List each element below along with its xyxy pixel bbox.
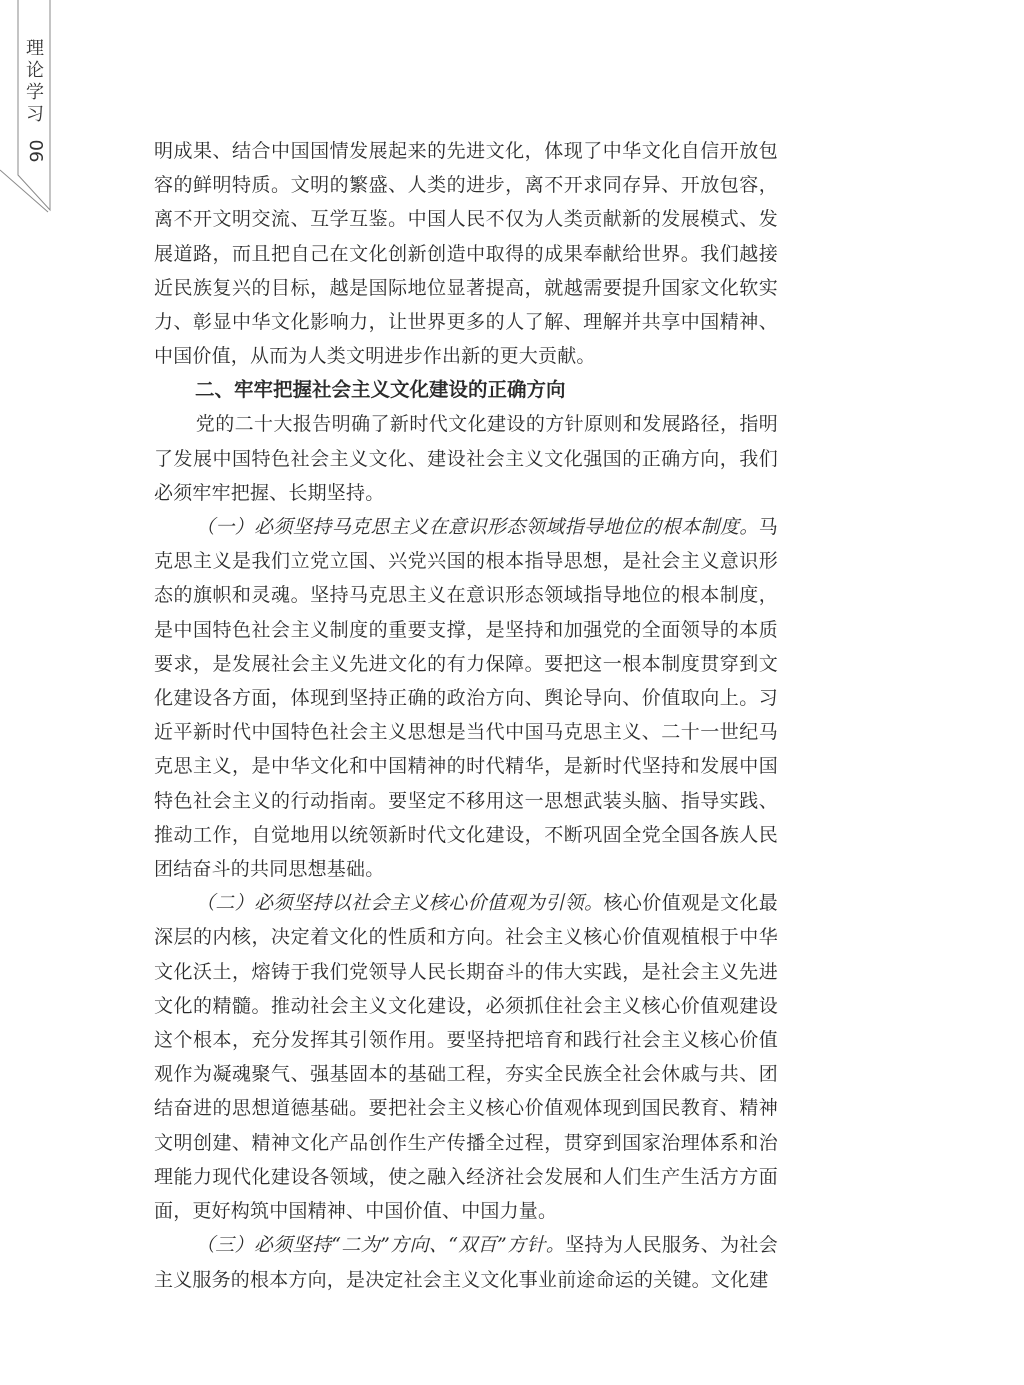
item-2-lead: （二）必须坚持以社会主义核心价值观为引领。 bbox=[195, 892, 604, 915]
item-3-body: 坚持为人民服务、为社会主义服务的根本方向，是决定社会主义文化事业前途命运的关键。文化建 bbox=[154, 1234, 778, 1291]
page-number: 06 bbox=[25, 139, 46, 163]
paragraph-item-2 bbox=[154, 886, 778, 1228]
item-1-lead: （一）必须坚持马克思主义在意识形态领域指导地位的根本制度。 bbox=[195, 516, 759, 539]
section-heading: 二、牢牢把握社会主义文化建设的正确方向 bbox=[194, 378, 566, 402]
section-label-char: 论 bbox=[26, 60, 44, 81]
section-label-char: 学 bbox=[26, 82, 44, 103]
paragraph-item-1 bbox=[154, 510, 778, 886]
paragraph-continuation: 明成果、结合中国国情发展起来的先进文化，体现了中华文化自信开放包容的鲜明特质。文明的繁盛、人类的进步，离不开求同存异、开放包容，离不开文明交流、互学互鉴。中国人民不仅为人类贡献新的发展模式、发展道路，而且把自己在文化创新创造中取得的成果奉献给世界。我们越接近民族复兴的目标，越是国际地位显著提高，就越需要提升国家文化软实力、彰显中华文化影响力，让世界更多的人了解、理解并共享中国精神、中国价值，从而为人类文明进步作出新的更大贡献。 bbox=[154, 140, 778, 368]
paragraph-item-3 bbox=[154, 1228, 778, 1296]
paragraph-intro: 党的二十大报告明确了新时代文化建设的方针原则和发展路径，指明了发展中国特色社会主义文化、建设社会主义文化强国的正确方向，我们必须牢牢把握、长期坚持。 bbox=[154, 413, 778, 504]
item-3-lead: （三）必须坚持“二为”方向、“双百”方针。 bbox=[195, 1234, 566, 1257]
section-label-char: 习 bbox=[26, 104, 44, 125]
section-label bbox=[24, 38, 46, 126]
article-body bbox=[154, 134, 778, 1297]
item-2-body: 核心价值观是文化最深层的内核，决定着文化的性质和方向。社会主义核心价值观植根于中华文化沃土，熔铸于我们党领导人民长期奋斗的伟大实践，是社会主义先进文化的精髓。推动社会主义文化建设，必须抓住社会主义核心价值观建设这个根本，充分发挥其引领作用。要坚持把培育和践行社会主义核心价值观作为凝魂聚气、强基固本的基础工程，夯实全民族全社会休戚与共、团结奋进的思想道德基础。要把社会主义核心价值观体现到国民教育、精神文明创建、精神文化产品创作生产传播全过程，贯穿到国家治理体系和治理能力现代化建设各领域，使之融入经济社会发展和人们生产生活方方面面，更好构筑中国精神、中国价值、中国力量。 bbox=[154, 892, 778, 1223]
side-tab bbox=[0, 0, 60, 230]
section-label-char: 理 bbox=[26, 38, 44, 59]
item-1-body: 马克思主义是我们立党立国、兴党兴国的根本指导思想，是社会主义意识形态的旗帜和灵魂。坚持马克思主义在意识形态领域指导地位的根本制度，是中国特色社会主义制度的重要支撑，是坚持和加强党的全面领导的本质要求，是发展社会主义先进文化的有力保障。要把这一根本制度贯穿到文化建设各方面，体现到坚持正确的政治方向、舆论导向、价值取向上。习近平新时代中国特色社会主义思想是当代中国马克思主义、二十一世纪马克思主义，是中华文化和中国精神的时代精华，是新时代坚持和发展中国特色社会主义的行动指南。要坚定不移用这一思想武装头脑、指导实践、推动工作，自觉地用以统领新时代文化建设，不断巩固全党全国各族人民团结奋斗的共同思想基础。 bbox=[154, 516, 778, 881]
